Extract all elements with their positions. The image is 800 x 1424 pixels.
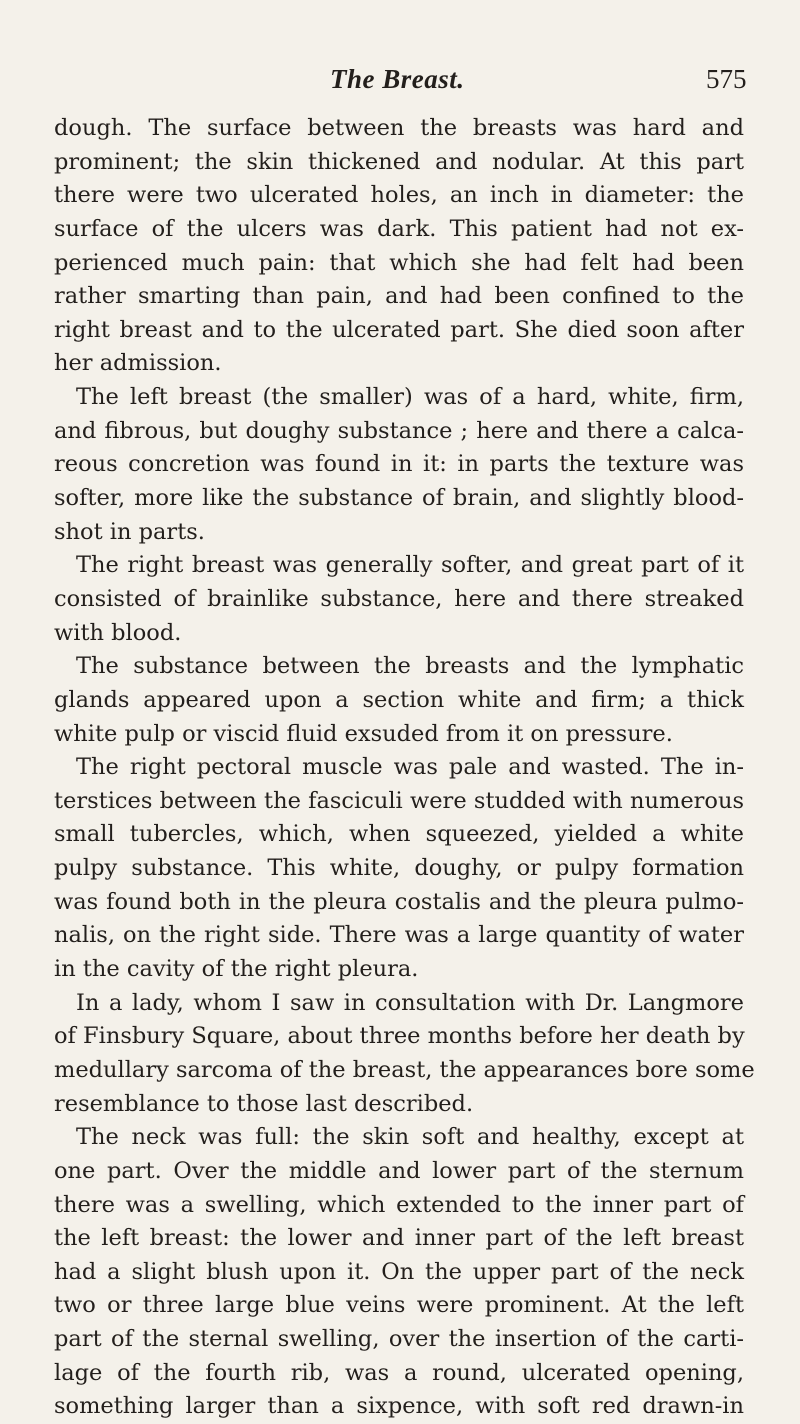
text-line: lage of the fourth rib, was a round, ulcerated opening, <box>54 1359 744 1386</box>
running-title: The Breast. <box>330 64 465 94</box>
text-line: shot in parts. <box>54 518 205 545</box>
text-line: The right pectoral muscle was pale and wasted. The in- <box>76 754 744 781</box>
text-line: The right breast was generally softer, and great part of it <box>76 552 744 579</box>
text-line: nalis, on the right side. There was a large quantity of water <box>54 922 744 949</box>
text-line: In a lady, whom I saw in consultation with Dr. Langmore <box>76 989 744 1016</box>
text-line: there was a swelling, which extended to the inner part of <box>54 1191 744 1218</box>
text-line: was found both in the pleura costalis and the pleura pulmo- <box>54 888 744 915</box>
text-line: The left breast (the smaller) was of a hard, white, firm, <box>76 384 744 411</box>
text-line: medullary sarcoma of the breast, the appearances bore some <box>54 1056 755 1083</box>
text-line: small tubercles, which, when squeezed, yielded a white <box>54 821 744 848</box>
text-line: The substance between the breasts and the lymphatic <box>76 653 744 680</box>
text-line: glands appeared upon a section white and firm; a thick <box>54 686 744 713</box>
text-line: one part. Over the middle and lower part of the sternum <box>54 1157 744 1184</box>
text-line: white pulp or viscid fluid exsuded from it on pressure. <box>54 720 673 747</box>
text-line: and fibrous, but doughy substance ; here and there a calca- <box>54 417 744 444</box>
text-line: terstices between the fasciculi were studded with numerous <box>54 787 744 814</box>
text-line: surface of the ulcers was dark. This patient had not ex- <box>54 215 744 242</box>
text-line: reous concretion was found in it: in parts the texture was <box>54 451 744 478</box>
text-line: perienced much pain: that which she had felt had been <box>54 249 744 276</box>
text-line: something larger than a sixpence, with soft red drawn-in <box>54 1393 744 1420</box>
text-line: with blood. <box>54 619 182 646</box>
text-line: dough. The surface between the breasts was hard and <box>54 115 744 141</box>
text-line: in the cavity of the right pleura. <box>54 956 419 983</box>
text-line: prominent; the skin thickened and nodular. At this part <box>54 148 744 175</box>
page-number: 575 <box>706 64 747 94</box>
text-line: of Finsbury Square, about three months before her death by <box>54 1023 745 1050</box>
text-line: part of the sternal swelling, over the insertion of the carti- <box>54 1326 744 1353</box>
text-line: her admission. <box>54 350 222 377</box>
text-line: consisted of brainlike substance, here and there streaked <box>54 585 744 612</box>
text-line: two or three large blue veins were prominent. At the left <box>54 1292 744 1319</box>
text-line: resemblance to those last described. <box>54 1090 474 1117</box>
text-line: The neck was full: the skin soft and healthy, except at <box>76 1124 744 1151</box>
text-line: there were two ulcerated holes, an inch in diameter: the <box>54 182 744 209</box>
text-line: had a slight blush upon it. On the upper part of the neck <box>54 1258 744 1285</box>
text-line: the left breast: the lower and inner part of the left breast <box>54 1225 744 1252</box>
text-line: right breast and to the ulcerated part. She died soon after <box>54 316 744 343</box>
text-line: rather smarting than pain, and had been confined to the <box>54 283 744 310</box>
text-line: softer, more like the substance of brain, and slightly blood- <box>54 485 744 512</box>
running-header <box>0 64 800 104</box>
body-text <box>54 112 755 1424</box>
text-line: pulpy substance. This white, doughy, or pulpy formation <box>54 855 744 882</box>
